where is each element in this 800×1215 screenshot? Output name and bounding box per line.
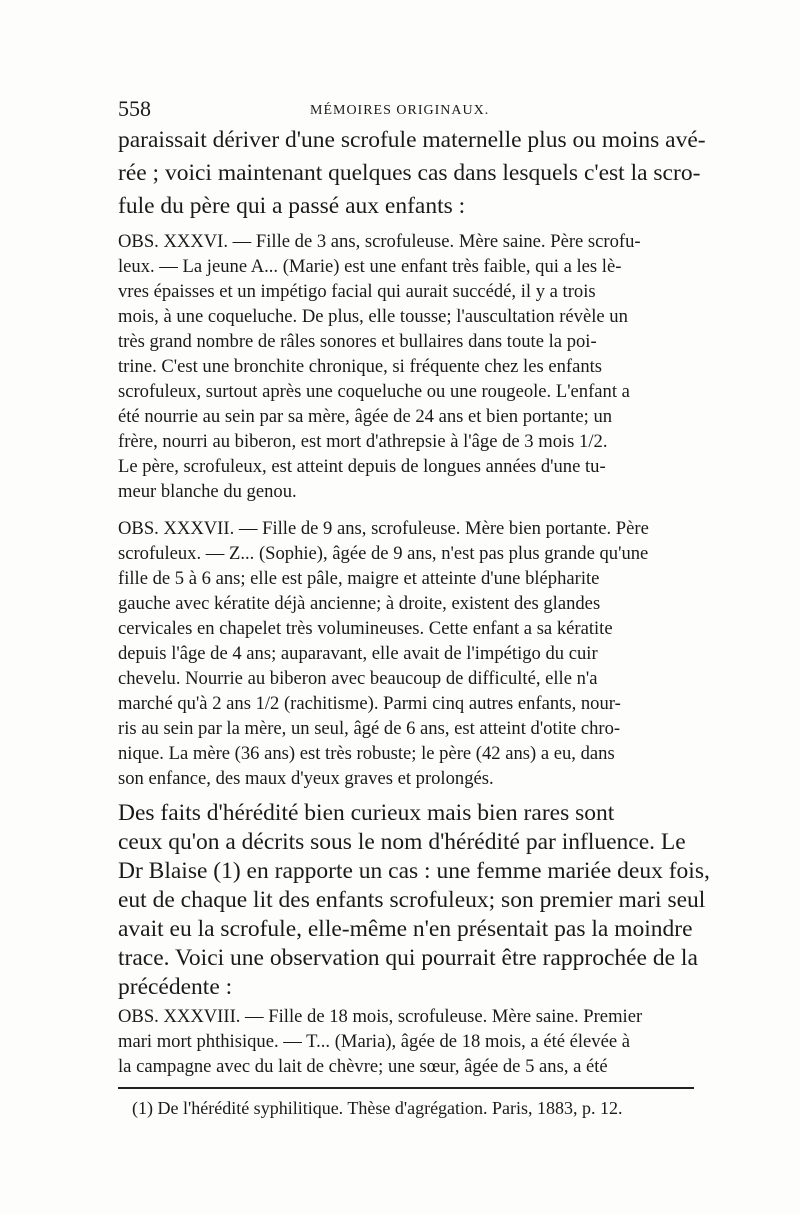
body-line: gauche avec kératite déjà ancienne; à droite, existent des glandes xyxy=(118,593,601,614)
body-line: trace. Voici une observation qui pourrait être rapprochée de la xyxy=(118,945,698,971)
observation-heading: OBS. XXXVI. — Fille de 3 ans, scrofuleuse. Mère saine. Père scrofu- xyxy=(118,231,641,252)
body-line: meur blanche du genou. xyxy=(118,481,297,502)
body-line: paraissait dériver d'une scrofule maternelle plus ou moins avé- xyxy=(118,127,706,153)
body-line: rée ; voici maintenant quelques cas dans lesquels c'est la scro- xyxy=(118,160,701,186)
body-line: nique. La mère (36 ans) est très robuste; le père (42 ans) a eu, dans xyxy=(118,743,615,764)
footnote: (1) De l'hérédité syphilitique. Thèse d'agrégation. Paris, 1883, p. 12. xyxy=(132,1098,623,1118)
body-line: Des faits d'hérédité bien curieux mais bien rares sont xyxy=(118,800,615,826)
body-line: trine. C'est une bronchite chronique, si fréquente chez les enfants xyxy=(118,356,603,377)
body-line: avait eu la scrofule, elle-même n'en présentait pas la moindre xyxy=(118,916,693,942)
footnote-rule xyxy=(118,1087,694,1089)
body-line: été nourrie au sein par sa mère, âgée de 24 ans et bien portante; un xyxy=(118,406,613,427)
body-line: scrofuleux, surtout après une coqueluche ou une rougeole. L'enfant a xyxy=(118,381,630,402)
body-line: cervicales en chapelet très volumineuses. Cette enfant a sa kératite xyxy=(118,618,613,639)
observation-heading: OBS. XXXVIII. — Fille de 18 mois, scrofuleuse. Mère saine. Premier xyxy=(118,1006,643,1027)
body-line: leux. — La jeune A... (Marie) est une enfant très faible, qui a les lè- xyxy=(118,256,622,277)
body-line: mari mort phthisique. — T... (Maria), âgée de 18 mois, a été élevée à xyxy=(118,1031,631,1052)
page-header xyxy=(118,96,694,124)
body-line: frère, nourri au biberon, est mort d'athrepsie à l'âge de 3 mois 1/2. xyxy=(118,431,608,452)
body-line: fule du père qui a passé aux enfants : xyxy=(118,193,466,219)
body-line: Dr Blaise (1) en rapporte un cas : une femme mariée deux fois, xyxy=(118,858,710,884)
body-line: très grand nombre de râles sonores et bullaires dans toute la poi- xyxy=(118,331,597,352)
body-line: vres épaisses et un impétigo facial qui aurait succédé, il y a trois xyxy=(118,281,596,302)
body-line: fille de 5 à 6 ans; elle est pâle, maigre et atteinte d'une blépharite xyxy=(118,568,600,589)
body-line: précédente : xyxy=(118,974,233,1000)
body-line: la campagne avec du lait de chèvre; une sœur, âgée de 5 ans, a été xyxy=(118,1056,608,1077)
body-line: chevelu. Nourrie au biberon avec beaucoup de difficulté, elle n'a xyxy=(118,668,598,689)
running-title: MÉMOIRES ORIGINAUX. xyxy=(310,103,490,118)
body-line: ris au sein par la mère, un seul, âgé de 6 ans, est atteint d'otite chro- xyxy=(118,718,621,739)
body-line: eut de chaque lit des enfants scrofuleux; son premier mari seul xyxy=(118,887,706,913)
body-line: scrofuleux. — Z... (Sophie), âgée de 9 ans, n'est pas plus grande qu'une xyxy=(118,543,649,564)
body-line: Le père, scrofuleux, est atteint depuis de longues années d'une tu- xyxy=(118,456,606,477)
body-line: son enfance, des maux d'yeux graves et prolongés. xyxy=(118,768,494,789)
page-number: 558 xyxy=(118,96,151,121)
body-line: depuis l'âge de 4 ans; auparavant, elle avait de l'impétigo du cuir xyxy=(118,643,598,664)
body-line: mois, à une coqueluche. De plus, elle tousse; l'auscultation révèle un xyxy=(118,306,628,327)
observation-heading: OBS. XXXVII. — Fille de 9 ans, scrofuleuse. Mère bien portante. Père xyxy=(118,518,649,539)
body-line: marché qu'à 2 ans 1/2 (rachitisme). Parmi cinq autres enfants, nour- xyxy=(118,693,621,714)
body-line: ceux qu'on a décrits sous le nom d'hérédité par influence. Le xyxy=(118,829,686,855)
